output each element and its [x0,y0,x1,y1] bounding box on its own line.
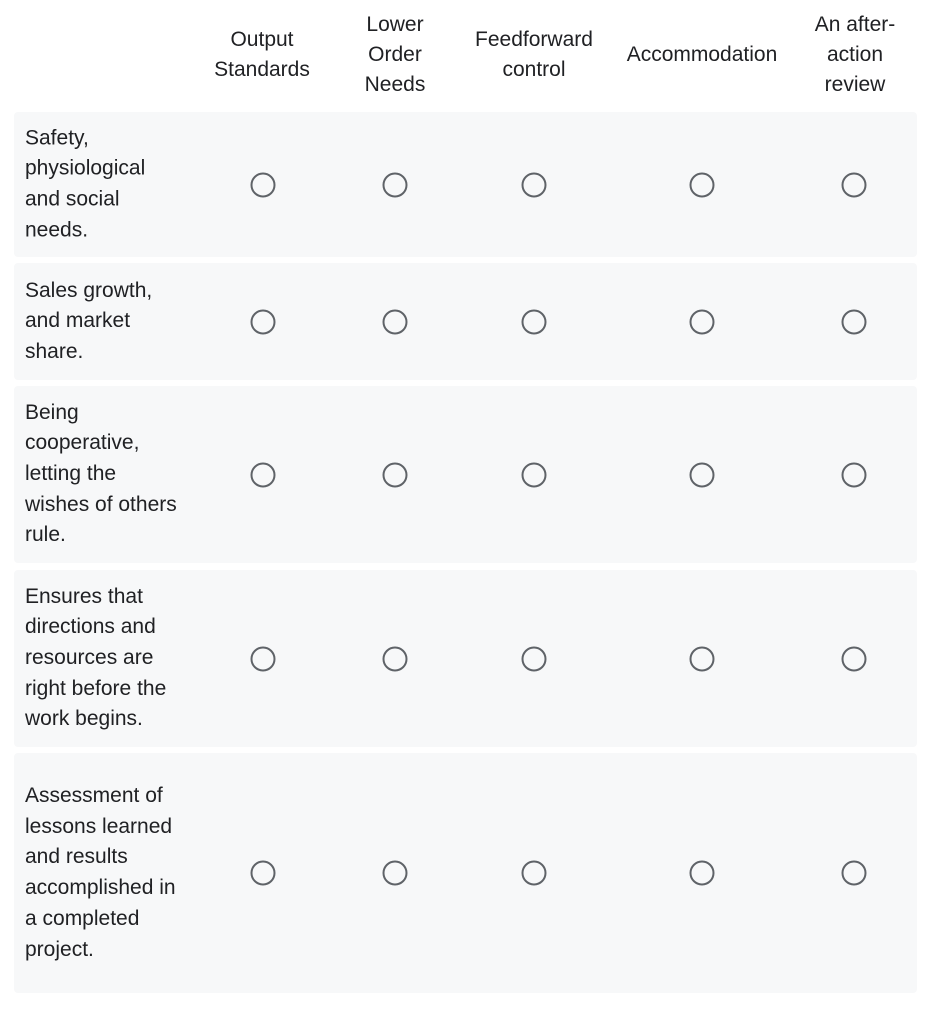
column-header-accommodation: Accommodation [626,43,778,66]
row-label: Sales growth, and market share. [25,278,153,363]
radio-output-standards[interactable] [251,172,276,197]
radio-feedforward-control[interactable] [522,172,547,197]
row-label: Being cooperative, letting the wishes of others rule. [25,400,177,547]
grid-row [14,570,917,747]
radio-after-action-review[interactable] [842,172,867,197]
radio-accommodation[interactable] [690,309,715,334]
radio-accommodation[interactable] [690,646,715,671]
column-header-after-action-review: An after-action review [814,13,896,96]
column-header-feedforward-control: Feedforward control [475,28,593,81]
radio-output-standards[interactable] [251,462,276,487]
radio-feedforward-control[interactable] [522,861,547,886]
row-label: Assessment of lessons learned and results accomplished in a completed project. [25,783,176,961]
radio-after-action-review[interactable] [842,309,867,334]
grid-row [14,263,917,380]
radio-lower-order-needs[interactable] [383,646,408,671]
radio-output-standards[interactable] [251,646,276,671]
row-label: Safety, physiological and social needs. [25,126,146,242]
radio-output-standards[interactable] [251,309,276,334]
radio-lower-order-needs[interactable] [383,309,408,334]
radio-accommodation[interactable] [690,861,715,886]
radio-lower-order-needs[interactable] [383,172,408,197]
radio-feedforward-control[interactable] [522,462,547,487]
radio-after-action-review[interactable] [842,861,867,886]
radio-after-action-review[interactable] [842,462,867,487]
radio-feedforward-control[interactable] [522,646,547,671]
grid-row [14,112,917,257]
radio-lower-order-needs[interactable] [383,462,408,487]
radio-output-standards[interactable] [251,861,276,886]
radio-accommodation[interactable] [690,462,715,487]
radio-accommodation[interactable] [690,172,715,197]
grid-row [14,386,917,563]
radio-after-action-review[interactable] [842,646,867,671]
radio-feedforward-control[interactable] [522,309,547,334]
radio-lower-order-needs[interactable] [383,861,408,886]
grid-row [14,753,917,993]
column-header-lower-order-needs: Lower Order Needs [364,13,426,96]
row-label: Ensures that directions and resources are right before the work begins. [25,584,167,731]
column-header-output-standards: Output Standards [214,28,310,81]
grid-header [0,0,934,110]
